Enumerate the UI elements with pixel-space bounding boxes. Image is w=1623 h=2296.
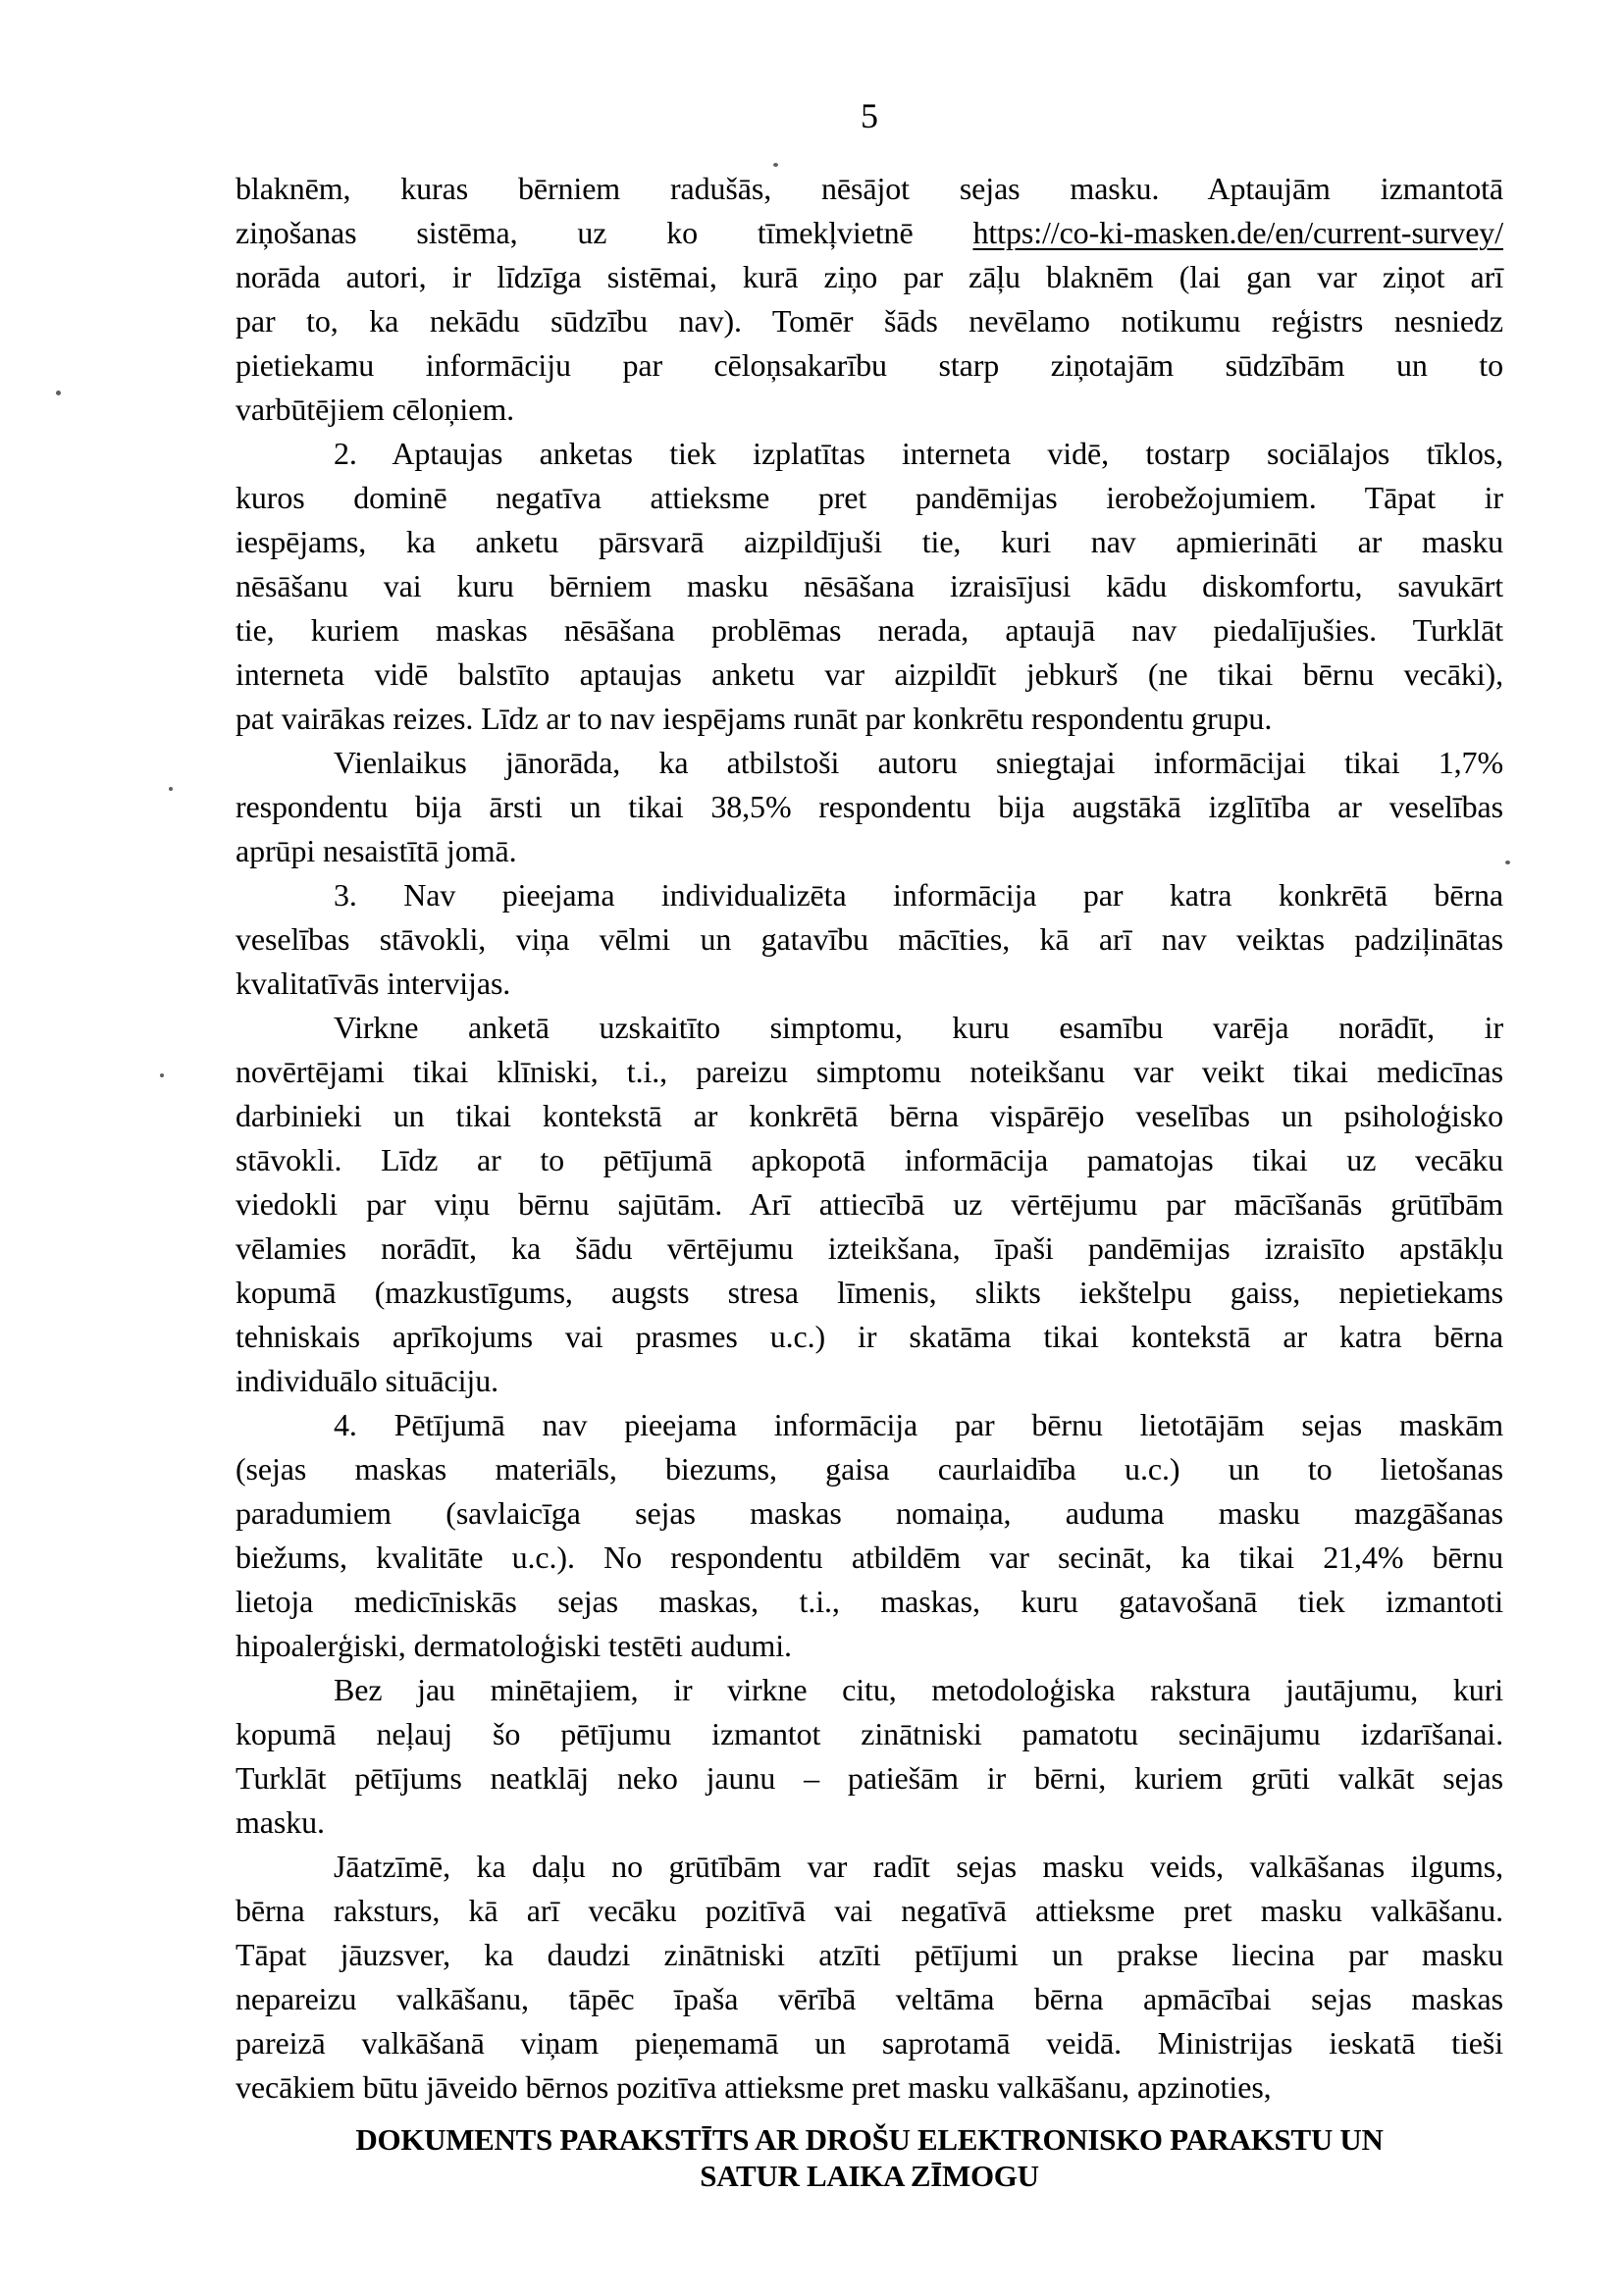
- text-line: viedokli par viņu bērnu sajūtām. Arī attiecībā uz vērtējumu par mācīšanās grūtībām: [236, 1186, 1503, 1222]
- text-line: kopumā neļauj šo pētījumu izmantot zinātniski pamatotu secinājumu izdarīšanai.: [236, 1716, 1503, 1751]
- text-line: Tāpat jāuzsver, ka daudzi zinātniski atzīti pētījumi un prakse liecina par masku: [236, 1937, 1503, 1972]
- scan-artifact: [773, 163, 778, 167]
- text-line: 2. Aptaujas anketas tiek izplatītas interneta vidē, tostarp sociālajos tīklos,: [334, 436, 1503, 471]
- text-line: norāda autori, ir līdzīga sistēmai, kurā ziņo par zāļu blaknēm (lai gan var ziņot arī: [236, 259, 1503, 294]
- text-line: pareizā valkāšanā viņam pieņemamā un saprotamā veidā. Ministrijas ieskatā tieši: [236, 2025, 1503, 2061]
- text-line: respondentu bija ārsti un tikai 38,5% respondentu bija augstākā izglītība ar veselības: [236, 789, 1503, 824]
- paragraph: [236, 741, 1503, 873]
- signature-notice: [236, 2121, 1503, 2194]
- survey-link[interactable]: https://co-ki-masken.de/en/current-survey/: [972, 215, 1503, 250]
- text-line: pietiekamu informāciju par cēloņsakarību starp ziņotajām sūdzībām un to: [236, 347, 1503, 383]
- signature-notice-line-1: DOKUMENTS PARAKSTĪTS AR DROŠU ELEKTRONISKO PARAKSTU UN: [355, 2122, 1384, 2157]
- text-line: biežums, kvalitāte u.c.). No respondentu atbildēm var secināt, ka tikai 21,4% bērnu: [236, 1539, 1503, 1575]
- text-line: Bez jau minētajiem, ir virkne citu, metodoloģiska rakstura jautājumu, kuri: [334, 1672, 1503, 1707]
- text-line: par to, ka nekādu sūdzību nav). Tomēr šāds nevēlamo notikumu reģistrs nesniedz: [236, 303, 1503, 339]
- text-line: aprūpi nesaistītā jomā.: [236, 833, 517, 868]
- text-line: (sejas maskas materiāls, biezums, gaisa caurlaidība u.c.) un to lietošanas: [236, 1451, 1503, 1487]
- text-line: Turklāt pētījums neatklāj neko jaunu – patiešām ir bērni, kuriem grūti valkāt sejas: [236, 1760, 1503, 1796]
- document-body: [236, 167, 1503, 2110]
- text-line: tehniskais aprīkojums vai prasmes u.c.) ir skatāma tikai kontekstā ar katra bērna: [236, 1319, 1503, 1354]
- text-line: novērtējami tikai klīniski, t.i., pareizu simptomu noteikšanu var veikt tikai medicīnas: [236, 1054, 1503, 1089]
- text-line: 4. Pētījumā nav pieejama informācija par bērnu lietotājām sejas maskām: [334, 1407, 1503, 1442]
- text-line: Virkne anketā uzskaitīto simptomu, kuru esamību varēja norādīt, ir: [334, 1010, 1503, 1045]
- text-line: 3. Nav pieejama individualizēta informācija par katra konkrētā bērna: [334, 877, 1503, 913]
- scan-artifact: [56, 391, 61, 395]
- text-line: individuālo situāciju.: [236, 1363, 498, 1398]
- text-line: vēlamies norādīt, ka šādu vērtējumu izteikšana, īpaši pandēmijas izraisīto apstākļu: [236, 1230, 1503, 1266]
- signature-notice-line-2: SATUR LAIKA ZĪMOGU: [700, 2159, 1039, 2193]
- text-line: iespējams, ka anketu pārsvarā aizpildījuši tie, kuri nav apmierināti ar masku: [236, 524, 1503, 559]
- text-line: Vienlaikus jānorāda, ka atbilstoši autoru sniegtajai informācijai tikai 1,7%: [334, 745, 1503, 780]
- paragraph: [236, 432, 1503, 741]
- text-line: Jāatzīmē, ka daļu no grūtībām var radīt sejas masku veids, valkāšanas ilgums,: [334, 1849, 1503, 1884]
- text-line: nepareizu valkāšanu, tāpēc īpaša vērībā veltāma bērna apmācībai sejas maskas: [236, 1981, 1503, 2016]
- text-line: kopumā (mazkustīgums, augsts stresa līmenis, slikts iekštelpu gaiss, nepietiekams: [236, 1275, 1503, 1310]
- text-line: tie, kuriem maskas nēsāšana problēmas nerada, aptaujā nav piedalījušies. Turklāt: [236, 612, 1503, 648]
- text-line: bērna raksturs, kā arī vecāku pozitīvā vai negatīvā attieksme pret masku valkāšanu.: [236, 1893, 1503, 1928]
- page-number: 5: [861, 96, 878, 135]
- scan-artifact: [169, 787, 173, 791]
- paragraph: [236, 1006, 1503, 1403]
- text-line: veselības stāvokli, viņa vēlmi un gatavību mācīties, kā arī nav veiktas padziļinātas: [236, 921, 1503, 957]
- text-line: darbinieki un tikai kontekstā ar konkrētā bērna vispārējo veselības un psiholoģisko: [236, 1098, 1503, 1133]
- paragraph: [236, 1668, 1503, 1845]
- text-line: ziņošanas sistēma, uz ko tīmekļvietnē https://co-ki-masken.de/en/current-survey/: [236, 215, 1503, 250]
- scan-artifact: [160, 1073, 164, 1077]
- text-line: kvalitatīvās intervijas.: [236, 965, 511, 1001]
- text-line: lietoja medicīniskās sejas maskas, t.i., maskas, kuru gatavošanā tiek izmantoti: [236, 1584, 1503, 1619]
- text-line: nēsāšanu vai kuru bērniem masku nēsāšana izraisījusi kādu diskomfortu, savukārt: [236, 568, 1503, 603]
- text-line: vecākiem būtu jāveido bērnos pozitīva attieksme pret masku valkāšanu, apzinoties,: [236, 2069, 1272, 2105]
- text-line: stāvokli. Līdz ar to pētījumā apkopotā informācija pamatojas tikai uz vecāku: [236, 1142, 1503, 1177]
- text-line: varbūtējiem cēloņiem.: [236, 391, 515, 427]
- text-line: masku.: [236, 1804, 325, 1840]
- paragraph: [236, 1845, 1503, 2110]
- paragraph: [236, 873, 1503, 1006]
- scan-artifact: [1505, 861, 1510, 864]
- text-line: hipoalerģiski, dermatoloģiski testēti audumi.: [236, 1628, 792, 1663]
- paragraph: [236, 1403, 1503, 1668]
- text-line: paradumiem (savlaicīga sejas maskas nomaiņa, auduma masku mazgāšanas: [236, 1495, 1503, 1531]
- text-line: kuros dominē negatīva attieksme pret pandēmijas ierobežojumiem. Tāpat ir: [236, 480, 1503, 515]
- text-line: interneta vidē balstīto aptaujas anketu var aizpildīt jebkurš (ne tikai bērnu vecāki),: [236, 656, 1503, 692]
- text-line: pat vairākas reizes. Līdz ar to nav iespējams runāt par konkrētu respondentu grupu.: [236, 701, 1273, 736]
- text-line: blaknēm, kuras bērniem radušās, nēsājot sejas masku. Aptaujām izmantotā: [236, 171, 1503, 206]
- paragraph: [236, 167, 1503, 432]
